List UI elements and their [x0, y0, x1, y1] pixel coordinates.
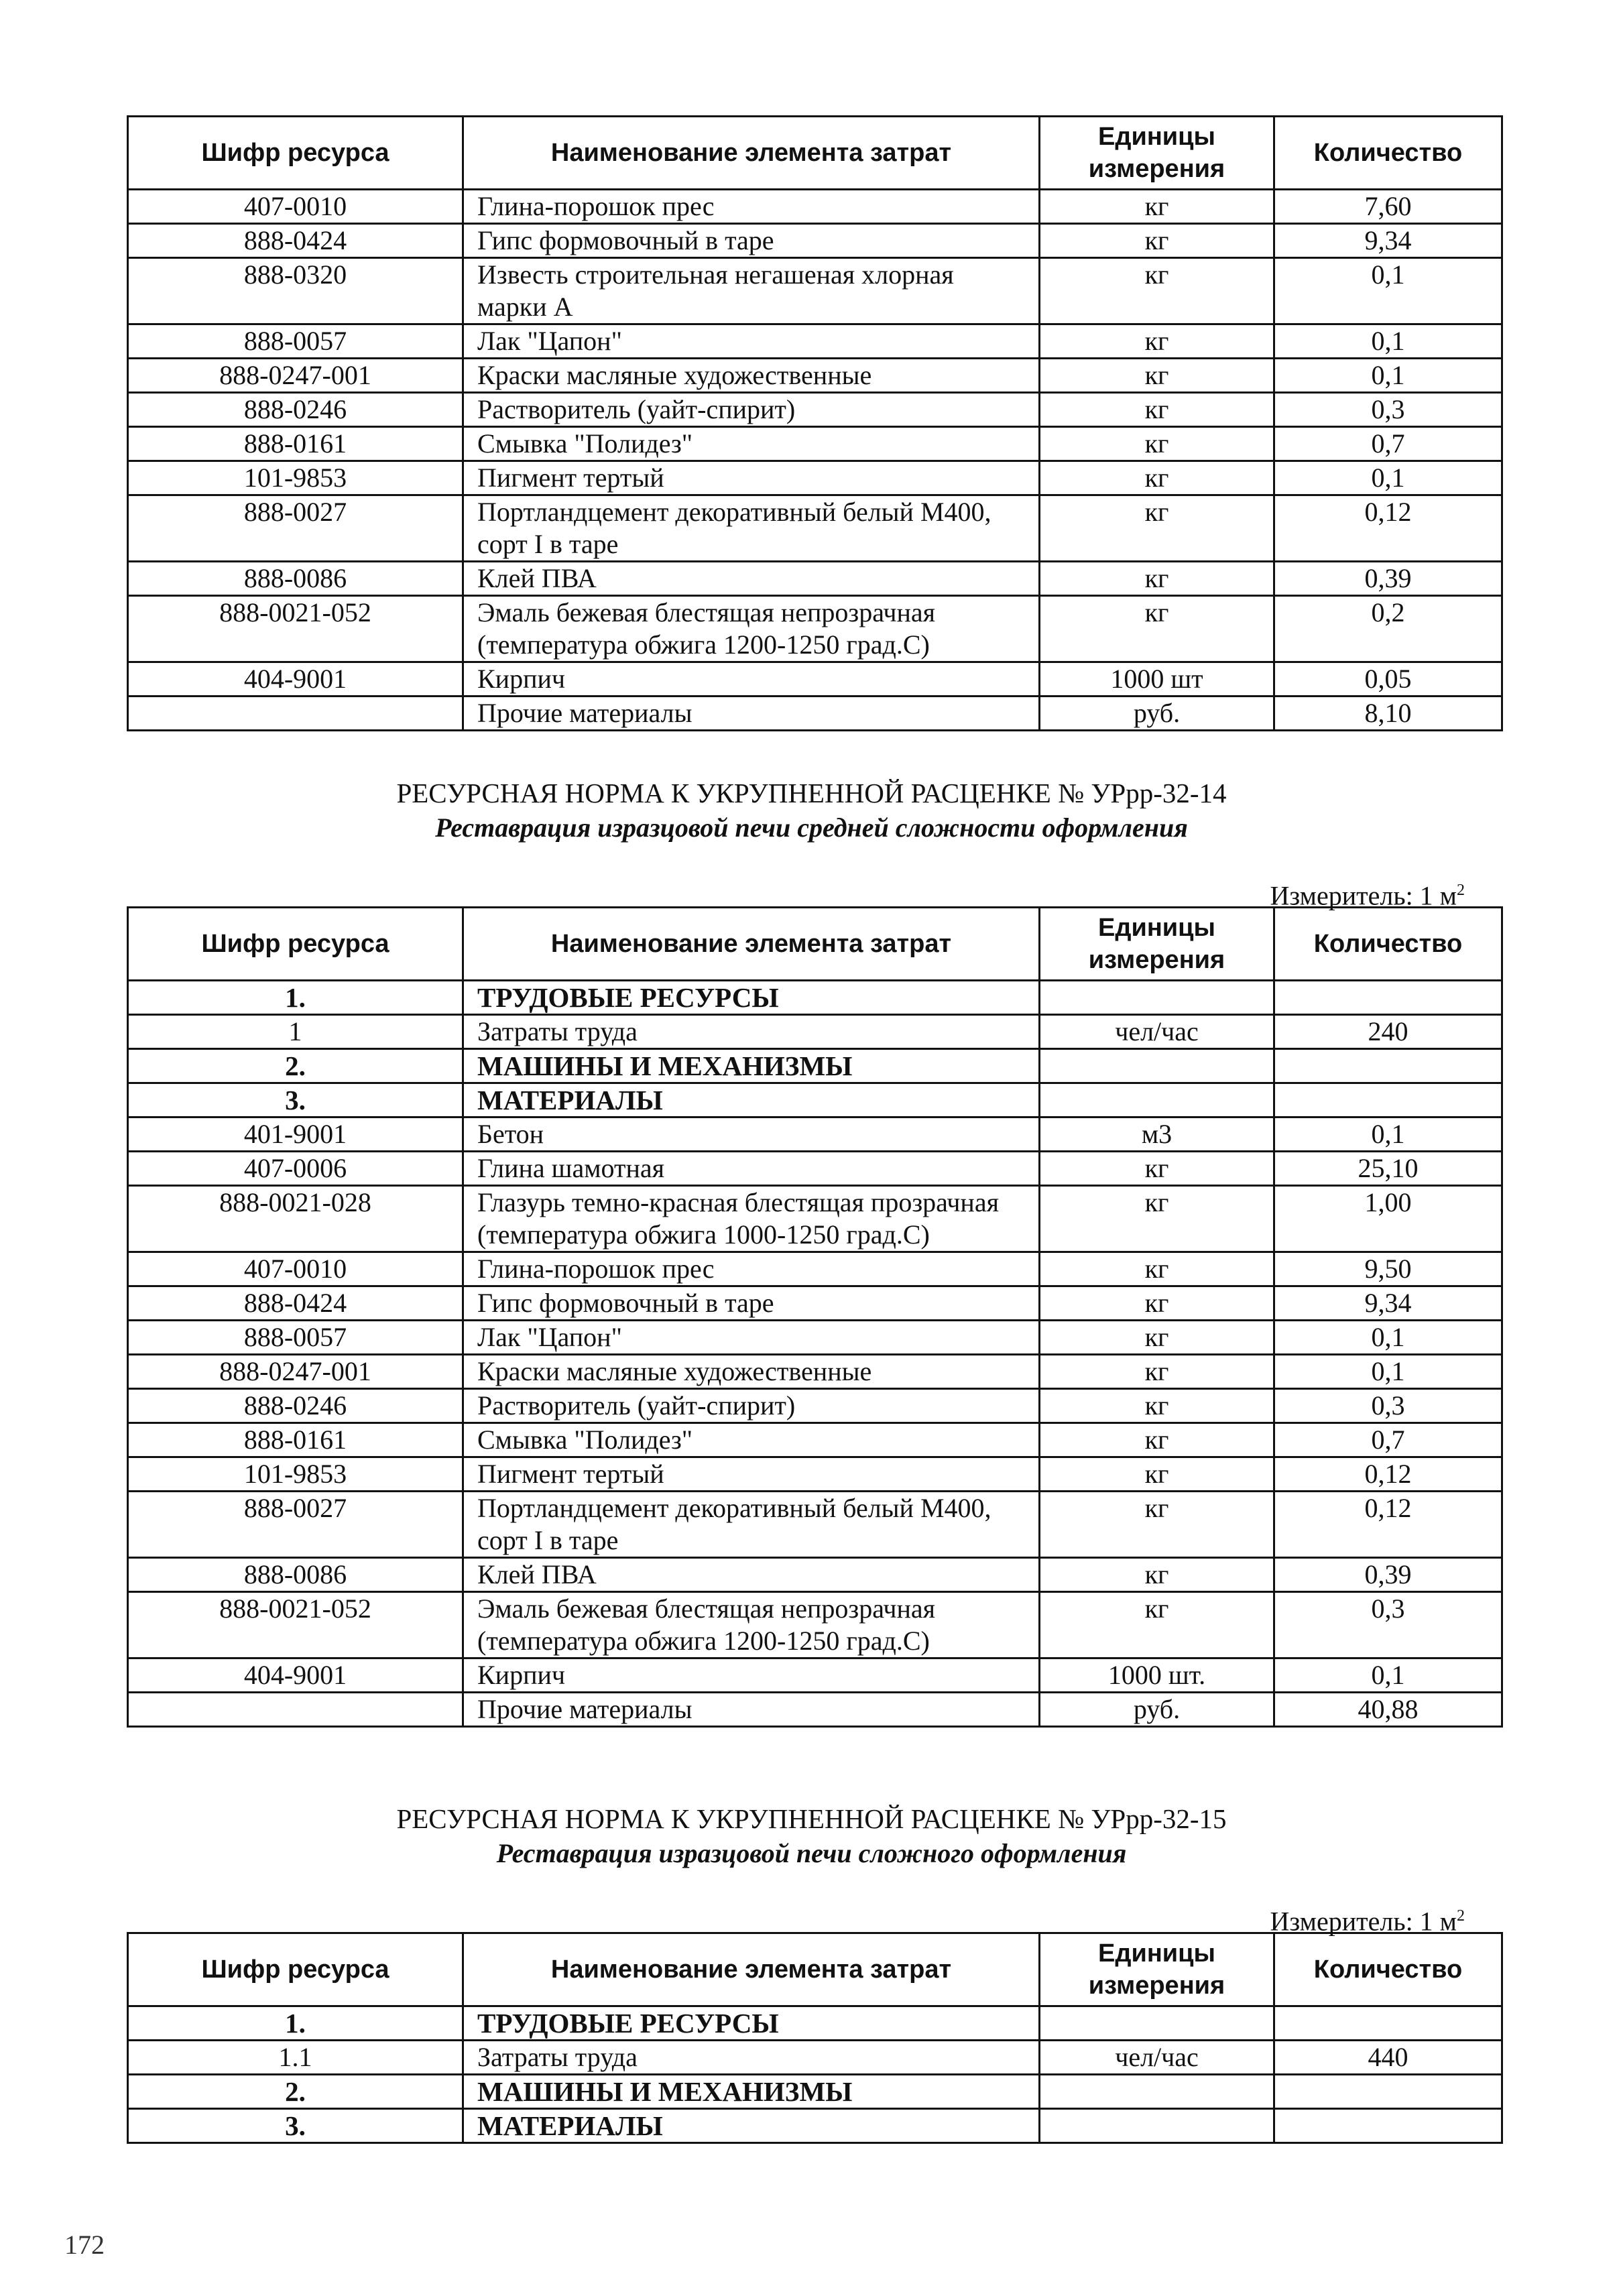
- cell-code: 404-9001: [128, 1658, 463, 1693]
- cell-unit: кг: [1040, 224, 1274, 258]
- cell-unit: руб.: [1040, 697, 1274, 731]
- cell-qty: 0,3: [1274, 1592, 1502, 1658]
- section-row: [128, 1083, 1502, 1117]
- cell-code: 101-9853: [128, 461, 463, 495]
- cell-qty: 0,1: [1274, 1355, 1502, 1389]
- cell-name: Известь строительная негашеная хлорная марки А: [463, 258, 1040, 324]
- cell-code: 888-0027: [128, 495, 463, 562]
- cell-name: ТРУДОВЫЕ РЕСУРСЫ: [463, 2006, 1040, 2041]
- section-row: [128, 981, 1502, 1015]
- cell-name: Пигмент тертый: [463, 461, 1040, 495]
- cell-qty: 0,1: [1274, 258, 1502, 324]
- table-row: [128, 2041, 1502, 2075]
- header-name: Наименование элемента затрат: [463, 117, 1040, 190]
- cell-unit: 1000 шт.: [1040, 1658, 1274, 1693]
- cell-name: Пигмент тертый: [463, 1457, 1040, 1492]
- table-row: [128, 1355, 1502, 1389]
- cell-qty: 0,1: [1274, 461, 1502, 495]
- cell-name: Прочие материалы: [463, 1693, 1040, 1727]
- table-row: [128, 258, 1502, 324]
- table-row: [128, 427, 1502, 461]
- cell-unit: кг: [1040, 190, 1274, 224]
- table-body: [128, 2006, 1502, 2143]
- cell-name: Лак "Цапон": [463, 324, 1040, 359]
- cell-name: Лак "Цапон": [463, 1321, 1040, 1355]
- cell-qty: 9,34: [1274, 1286, 1502, 1321]
- cell-unit: кг: [1040, 1152, 1274, 1186]
- cell-qty: 0,2: [1274, 596, 1502, 662]
- table-row: [128, 1117, 1502, 1152]
- cell-qty: 9,34: [1274, 224, 1502, 258]
- cell-code: [128, 697, 463, 731]
- header-code: Шифр ресурса: [128, 908, 463, 981]
- cell-name: Бетон: [463, 1117, 1040, 1152]
- cell-name: МАШИНЫ И МЕХАНИЗМЫ: [463, 1049, 1040, 1083]
- table-header-row: [128, 908, 1502, 981]
- table-body: [128, 981, 1502, 1727]
- cell-code: 888-0247-001: [128, 359, 463, 393]
- cell-name: МАШИНЫ И МЕХАНИЗМЫ: [463, 2075, 1040, 2109]
- measure-exponent: 2: [1457, 882, 1465, 899]
- header-qty: Количество: [1274, 908, 1502, 981]
- cell-unit: м3: [1040, 1117, 1274, 1152]
- cell-code: 3.: [128, 1083, 463, 1117]
- cell-code: 888-0086: [128, 1558, 463, 1592]
- cell-name: Кирпич: [463, 1658, 1040, 1693]
- cell-name: Затраты труда: [463, 1015, 1040, 1049]
- cell-qty: 0,1: [1274, 1321, 1502, 1355]
- measure-text: Измеритель: 1 м: [1270, 1906, 1457, 1937]
- cell-name: Растворитель (уайт-спирит): [463, 1389, 1040, 1423]
- cell-code: 101-9853: [128, 1457, 463, 1492]
- cell-name: Портландцемент декоративный белый М400, сорт I в таре: [463, 1492, 1040, 1558]
- cell-qty: 1,00: [1274, 1186, 1502, 1252]
- cell-unit: [1040, 1049, 1274, 1083]
- cell-name: Краски масляные художественные: [463, 1355, 1040, 1389]
- cell-name: Прочие материалы: [463, 697, 1040, 731]
- cell-qty: 0,05: [1274, 662, 1502, 697]
- cell-qty: [1274, 981, 1502, 1015]
- cell-qty: 0,1: [1274, 324, 1502, 359]
- cell-unit: [1040, 981, 1274, 1015]
- cell-unit: кг: [1040, 596, 1274, 662]
- cell-code: 888-0057: [128, 324, 463, 359]
- cell-qty: 0,1: [1274, 359, 1502, 393]
- cell-unit: кг: [1040, 1457, 1274, 1492]
- cell-code: 888-0424: [128, 1286, 463, 1321]
- table-row: [128, 1457, 1502, 1492]
- cell-qty: 0,1: [1274, 1117, 1502, 1152]
- cell-qty: 240: [1274, 1015, 1502, 1049]
- header-qty: Количество: [1274, 1933, 1502, 2006]
- cell-qty: 25,10: [1274, 1152, 1502, 1186]
- table-row: [128, 461, 1502, 495]
- table-row: [128, 1423, 1502, 1457]
- table-header-row: [128, 1933, 1502, 2006]
- cell-unit: кг: [1040, 1321, 1274, 1355]
- cell-code: 401-9001: [128, 1117, 463, 1152]
- cell-name: Гипс формовочный в таре: [463, 224, 1040, 258]
- header-unit: Единицы измерения: [1040, 117, 1274, 190]
- table-row: [128, 662, 1502, 697]
- cell-unit: кг: [1040, 495, 1274, 562]
- cell-qty: [1274, 2109, 1502, 2143]
- cell-name: МАТЕРИАЛЫ: [463, 2109, 1040, 2143]
- cell-qty: 8,10: [1274, 697, 1502, 731]
- cell-unit: кг: [1040, 1423, 1274, 1457]
- header-code: Шифр ресурса: [128, 1933, 463, 2006]
- cell-qty: 40,88: [1274, 1693, 1502, 1727]
- cell-code: [128, 1693, 463, 1727]
- cell-name: Гипс формовочный в таре: [463, 1286, 1040, 1321]
- cell-code: 1: [128, 1015, 463, 1049]
- cell-qty: 0,12: [1274, 1492, 1502, 1558]
- cell-code: 888-0027: [128, 1492, 463, 1558]
- cell-code: 888-0161: [128, 1423, 463, 1457]
- cell-name: Клей ПВА: [463, 1558, 1040, 1592]
- section-subtitle: Реставрация изразцовой печи сложного оформления: [496, 1838, 1127, 1868]
- cell-unit: кг: [1040, 1592, 1274, 1658]
- cell-qty: 0,12: [1274, 495, 1502, 562]
- cell-qty: [1274, 2075, 1502, 2109]
- table-header-row: [128, 117, 1502, 190]
- cell-name: Смывка "Полидез": [463, 427, 1040, 461]
- cell-qty: 0,3: [1274, 393, 1502, 427]
- cell-unit: [1040, 2006, 1274, 2041]
- header-unit: Единицы измерения: [1040, 908, 1274, 981]
- cell-qty: 7,60: [1274, 190, 1502, 224]
- cell-code: 1.: [128, 981, 463, 1015]
- cell-unit: [1040, 1083, 1274, 1117]
- cell-unit: кг: [1040, 393, 1274, 427]
- table-row: [128, 596, 1502, 662]
- table-row: [128, 324, 1502, 359]
- cell-code: 888-0086: [128, 562, 463, 596]
- table-row: [128, 1252, 1502, 1286]
- table-row: [128, 1658, 1502, 1693]
- table-row: [128, 1321, 1502, 1355]
- cell-code: 1.1: [128, 2041, 463, 2075]
- table-row: [128, 224, 1502, 258]
- table-body: [128, 190, 1502, 731]
- table-row: [128, 190, 1502, 224]
- cell-name: Клей ПВА: [463, 562, 1040, 596]
- section-title: РЕСУРСНАЯ НОРМА К УКРУПНЕННОЙ РАСЦЕНКЕ № УРрр-32-14: [396, 778, 1227, 808]
- resource-table-3: [127, 1932, 1503, 2144]
- cell-name: Глина шамотная: [463, 1152, 1040, 1186]
- table-row: [128, 359, 1502, 393]
- cell-qty: 0,7: [1274, 1423, 1502, 1457]
- cell-unit: кг: [1040, 562, 1274, 596]
- cell-code: 888-0021-028: [128, 1186, 463, 1252]
- resource-table-1: [127, 115, 1503, 731]
- section-subtitle: Реставрация изразцовой печи средней сложности оформления: [435, 812, 1188, 843]
- cell-unit: кг: [1040, 1355, 1274, 1389]
- cell-code: 407-0010: [128, 190, 463, 224]
- header-code: Шифр ресурса: [128, 117, 463, 190]
- cell-unit: кг: [1040, 427, 1274, 461]
- cell-unit: [1040, 2075, 1274, 2109]
- cell-qty: 9,50: [1274, 1252, 1502, 1286]
- cell-code: 1.: [128, 2006, 463, 2041]
- cell-qty: 0,39: [1274, 1558, 1502, 1592]
- table-row: [128, 1492, 1502, 1558]
- cell-unit: [1040, 2109, 1274, 2143]
- section-row: [128, 1049, 1502, 1083]
- cell-name: Растворитель (уайт-спирит): [463, 393, 1040, 427]
- cell-qty: 0,3: [1274, 1389, 1502, 1423]
- cell-code: 888-0424: [128, 224, 463, 258]
- table-row: [128, 562, 1502, 596]
- table-row: [128, 1693, 1502, 1727]
- cell-code: 888-0161: [128, 427, 463, 461]
- section-row: [128, 2109, 1502, 2143]
- cell-unit: кг: [1040, 1286, 1274, 1321]
- cell-code: 888-0246: [128, 393, 463, 427]
- cell-unit: кг: [1040, 1186, 1274, 1252]
- cell-name: Эмаль бежевая блестящая непрозрачная (температура обжига 1200-1250 град.С): [463, 1592, 1040, 1658]
- cell-qty: [1274, 2006, 1502, 2041]
- table-row: [128, 1152, 1502, 1186]
- cell-code: 2.: [128, 1049, 463, 1083]
- measure-exponent: 2: [1457, 1907, 1465, 1925]
- page-number: 172: [64, 2230, 105, 2260]
- cell-unit: кг: [1040, 359, 1274, 393]
- cell-name: Затраты труда: [463, 2041, 1040, 2075]
- resource-table-2: [127, 906, 1503, 1728]
- cell-name: Глазурь темно-красная блестящая прозрачная (температура обжига 1000-1250 град.С): [463, 1186, 1040, 1252]
- cell-code: 407-0010: [128, 1252, 463, 1286]
- table-row: [128, 1015, 1502, 1049]
- cell-qty: 0,1: [1274, 1658, 1502, 1693]
- cell-code: 888-0021-052: [128, 1592, 463, 1658]
- measure-text: Измеритель: 1 м: [1270, 880, 1457, 911]
- cell-unit: кг: [1040, 1492, 1274, 1558]
- header-name: Наименование элемента затрат: [463, 908, 1040, 981]
- cell-name: ТРУДОВЫЕ РЕСУРСЫ: [463, 981, 1040, 1015]
- cell-unit: кг: [1040, 1558, 1274, 1592]
- cell-name: Глина-порошок прес: [463, 1252, 1040, 1286]
- cell-unit: руб.: [1040, 1693, 1274, 1727]
- cell-name: МАТЕРИАЛЫ: [463, 1083, 1040, 1117]
- cell-code: 3.: [128, 2109, 463, 2143]
- cell-qty: 440: [1274, 2041, 1502, 2075]
- cell-unit: кг: [1040, 461, 1274, 495]
- cell-name: Краски масляные художественные: [463, 359, 1040, 393]
- header-name: Наименование элемента затрат: [463, 1933, 1040, 2006]
- cell-unit: чел/час: [1040, 1015, 1274, 1049]
- cell-qty: [1274, 1083, 1502, 1117]
- section-row: [128, 2006, 1502, 2041]
- table-row: [128, 1558, 1502, 1592]
- header-unit: Единицы измерения: [1040, 1933, 1274, 2006]
- table-row: [128, 393, 1502, 427]
- section-row: [128, 2075, 1502, 2109]
- cell-name: Эмаль бежевая блестящая непрозрачная (температура обжига 1200-1250 град.С): [463, 596, 1040, 662]
- cell-code: 2.: [128, 2075, 463, 2109]
- cell-code: 404-9001: [128, 662, 463, 697]
- cell-unit: кг: [1040, 1252, 1274, 1286]
- cell-name: Портландцемент декоративный белый М400, сорт I в таре: [463, 495, 1040, 562]
- cell-code: 888-0247-001: [128, 1355, 463, 1389]
- cell-qty: [1274, 1049, 1502, 1083]
- cell-qty: 0,7: [1274, 427, 1502, 461]
- cell-qty: 0,12: [1274, 1457, 1502, 1492]
- table-row: [128, 1592, 1502, 1658]
- cell-unit: кг: [1040, 324, 1274, 359]
- cell-unit: кг: [1040, 258, 1274, 324]
- cell-name: Глина-порошок прес: [463, 190, 1040, 224]
- cell-name: Кирпич: [463, 662, 1040, 697]
- section-title: РЕСУРСНАЯ НОРМА К УКРУПНЕННОЙ РАСЦЕНКЕ № УРрр-32-15: [396, 1803, 1227, 1834]
- table-row: [128, 1186, 1502, 1252]
- cell-unit: кг: [1040, 1389, 1274, 1423]
- cell-name: Смывка "Полидез": [463, 1423, 1040, 1457]
- cell-unit: чел/час: [1040, 2041, 1274, 2075]
- cell-code: 888-0057: [128, 1321, 463, 1355]
- table-row: [128, 697, 1502, 731]
- cell-code: 888-0021-052: [128, 596, 463, 662]
- header-qty: Количество: [1274, 117, 1502, 190]
- cell-code: 888-0320: [128, 258, 463, 324]
- cell-code: 888-0246: [128, 1389, 463, 1423]
- cell-unit: 1000 шт: [1040, 662, 1274, 697]
- table-row: [128, 1286, 1502, 1321]
- cell-code: 407-0006: [128, 1152, 463, 1186]
- table-row: [128, 495, 1502, 562]
- table-row: [128, 1389, 1502, 1423]
- cell-qty: 0,39: [1274, 562, 1502, 596]
